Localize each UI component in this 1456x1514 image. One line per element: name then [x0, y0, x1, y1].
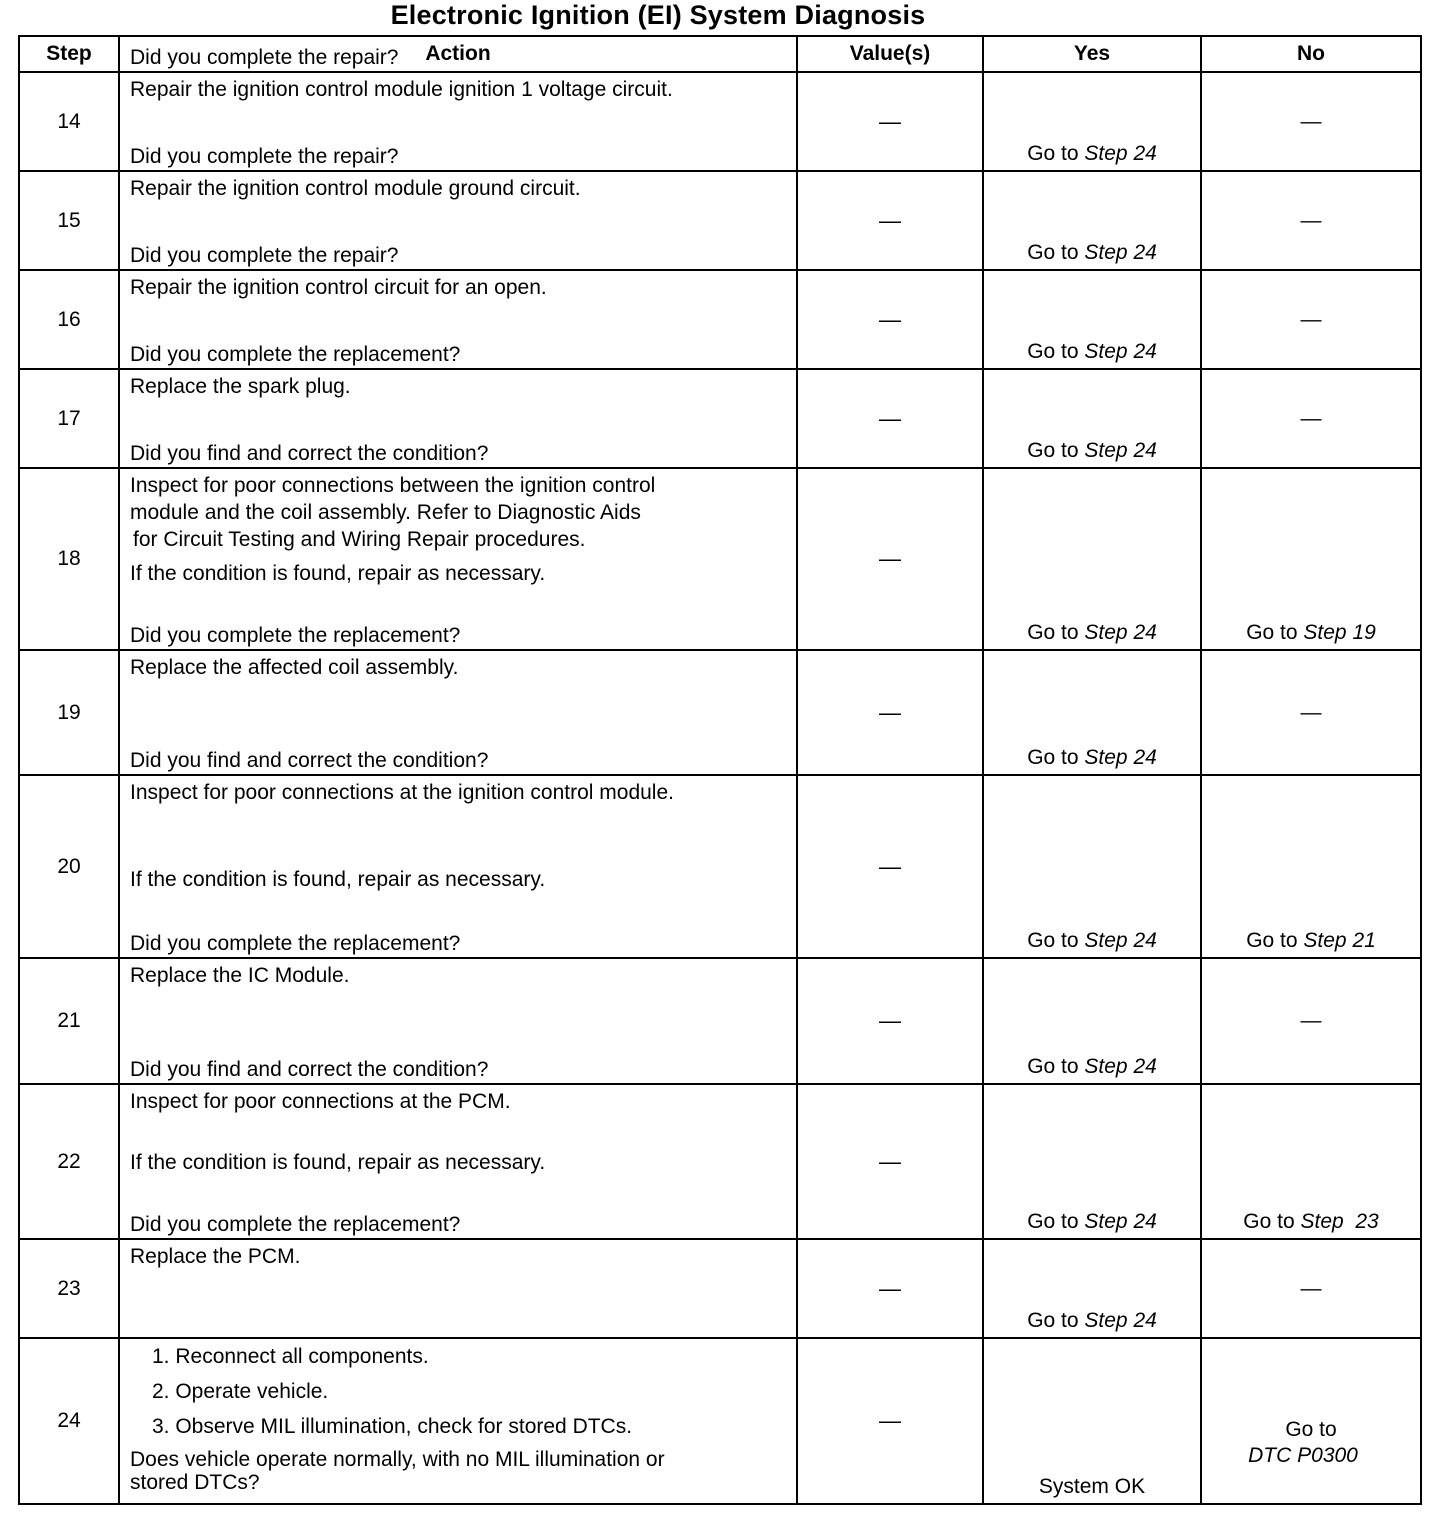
no-cell: [1201, 468, 1421, 650]
no-value: —: [1300, 208, 1322, 232]
yes-step-link[interactable]: Step 24: [1084, 1055, 1157, 1078]
no-value: —: [1300, 109, 1322, 133]
no-prefix: Go to: [1285, 1418, 1337, 1441]
yes-step-link[interactable]: Step 24: [1084, 929, 1157, 952]
yes-step-link[interactable]: Step 24: [1084, 340, 1157, 363]
yes-step-link[interactable]: Step 24: [1084, 1210, 1157, 1233]
action-question: Did you find and correct the condition?: [130, 1058, 489, 1081]
action-text: for Circuit Testing and Wiring Repair procedures.: [133, 528, 586, 551]
action-text: Replace the spark plug.: [130, 375, 351, 398]
no-prefix: Go to: [1246, 929, 1298, 952]
yes-cell: [983, 270, 1201, 369]
table-row: [19, 1239, 1421, 1338]
table-row: [19, 775, 1421, 958]
value-cell: —: [797, 650, 983, 775]
diagnosis-table: [18, 35, 1422, 1505]
action-question: Did you complete the replacement?: [130, 932, 461, 955]
value-cell: —: [797, 171, 983, 270]
yes-cell: [983, 775, 1201, 958]
no-cell: [1201, 171, 1421, 270]
no-prefix: Go to: [1243, 1210, 1295, 1233]
header-no: No: [1201, 36, 1421, 72]
value-cell: —: [797, 468, 983, 650]
header-step: Step: [19, 36, 119, 72]
yes-result: System OK: [1038, 1475, 1146, 1498]
yes-prefix: Go to: [1027, 1055, 1079, 1078]
step-number: 20: [19, 775, 119, 958]
yes-step-link[interactable]: Step 24: [1084, 142, 1157, 165]
action-text: Replace the PCM.: [130, 1245, 301, 1268]
yes-cell: [983, 1338, 1201, 1504]
yes-prefix: Go to: [1027, 439, 1079, 462]
no-cell: [1201, 369, 1421, 468]
action-list: [130, 1343, 790, 1494]
no-cell: [1201, 1338, 1421, 1504]
yes-step-link[interactable]: Step 24: [1084, 1309, 1157, 1332]
table-row: [19, 1338, 1421, 1504]
step-number: 24: [19, 1338, 119, 1504]
value-cell: —: [797, 775, 983, 958]
no-value: —: [1300, 1009, 1322, 1032]
step-number: 16: [19, 270, 119, 369]
yes-cell: [983, 650, 1201, 775]
action-text: Inspect for poor connections at the ignition control module.: [130, 781, 674, 804]
no-value: —: [1300, 406, 1322, 430]
value-cell: —: [797, 270, 983, 369]
no-value: —: [1300, 307, 1322, 331]
yes-prefix: Go to: [1027, 340, 1079, 363]
header-yes: Yes: [983, 36, 1201, 72]
value-cell: —: [797, 958, 983, 1084]
yes-prefix: Go to: [1027, 929, 1079, 952]
yes-cell: [983, 1084, 1201, 1239]
header-values: Value(s): [797, 36, 983, 72]
action-text: If the condition is found, repair as necessary.: [130, 562, 546, 585]
step-number: 23: [19, 1239, 119, 1338]
action-question: Did you find and correct the condition?: [130, 749, 489, 772]
yes-step-link[interactable]: Step 24: [1084, 439, 1157, 462]
yes-cell: [983, 1239, 1201, 1338]
table-row: [19, 468, 1421, 650]
action-question: Did you complete the replacement?: [130, 624, 461, 647]
step-number: 19: [19, 650, 119, 775]
action-text: Inspect for poor connections between the ignition control: [130, 474, 656, 497]
yes-prefix: Go to: [1027, 1309, 1079, 1332]
action-cell: [119, 442, 797, 650]
no-cell: [1201, 72, 1421, 171]
step-number: 17: [19, 369, 119, 468]
action-question: Did you complete the replacement?: [130, 343, 461, 366]
action-question: Did you complete the repair?: [130, 46, 399, 69]
no-cell: [1201, 270, 1421, 369]
action-question: stored DTCs?: [130, 1471, 260, 1494]
no-value: —: [1300, 700, 1322, 724]
list-item: 2. Operate vehicle.: [152, 1380, 329, 1403]
yes-prefix: Go to: [1027, 1210, 1079, 1233]
no-step-link[interactable]: Step 21: [1303, 929, 1376, 952]
no-step-link[interactable]: Step 23: [1300, 1210, 1379, 1233]
action-text: module and the coil assembly. Refer to Diagnostic Aids: [130, 501, 641, 524]
no-cell: [1201, 775, 1421, 958]
step-number: 14: [19, 72, 119, 171]
yes-prefix: Go to: [1027, 142, 1079, 165]
no-prefix: Go to: [1246, 621, 1298, 644]
action-question: Did you complete the replacement?: [130, 1213, 461, 1236]
action-question: Did you complete the repair?: [130, 145, 399, 168]
action-text: Replace the affected coil assembly.: [130, 656, 459, 679]
list-item: 3. Observe MIL illumination, check for stored DTCs.: [152, 1415, 633, 1438]
yes-prefix: Go to: [1027, 746, 1079, 769]
action-cell: [119, 1213, 797, 1338]
yes-step-link[interactable]: Step 24: [1084, 746, 1157, 769]
action-cell: [119, 749, 797, 958]
list-item: 1. Reconnect all components.: [152, 1345, 429, 1368]
action-text: If the condition is found, repair as necessary.: [130, 1151, 546, 1174]
value-cell: —: [797, 1338, 983, 1504]
action-text: Repair the ignition control circuit for an open.: [130, 276, 547, 299]
action-text: If the condition is found, repair as necessary.: [130, 868, 546, 891]
value-cell: —: [797, 1084, 983, 1239]
action-question: Did you complete the repair?: [130, 244, 399, 267]
no-value: —: [1300, 1276, 1322, 1300]
step-number: 15: [19, 171, 119, 270]
value-cell: —: [797, 1239, 983, 1338]
action-text: Replace the IC Module.: [130, 964, 350, 987]
no-dtc-link[interactable]: DTC P0300: [1248, 1444, 1358, 1467]
yes-cell: [983, 171, 1201, 270]
step-number: 22: [19, 1084, 119, 1239]
step-number: 21: [19, 958, 119, 1084]
action-cell: [119, 1338, 797, 1504]
yes-step-link[interactable]: Step 24: [1084, 241, 1157, 264]
value-cell: —: [797, 369, 983, 468]
value-cell: —: [797, 72, 983, 171]
no-cell: [1201, 1239, 1421, 1338]
no-cell: [1201, 1084, 1421, 1239]
action-text: Repair the ignition control module ignition 1 voltage circuit.: [130, 78, 673, 101]
yes-cell: [983, 369, 1201, 468]
action-text: Repair the ignition control module ground circuit.: [130, 177, 581, 200]
action-question: Did you find and correct the condition?: [130, 442, 489, 465]
yes-prefix: Go to: [1027, 241, 1079, 264]
no-cell: [1201, 958, 1421, 1084]
header-action: Action: [119, 36, 797, 72]
no-cell: [1201, 650, 1421, 775]
page-title: Electronic Ignition (EI) System Diagnosis: [390, 0, 926, 30]
yes-cell: [983, 958, 1201, 1084]
no-step-link[interactable]: Step 19: [1303, 621, 1376, 644]
action-question: Does vehicle operate normally, with no MIL illumination or: [130, 1448, 665, 1471]
yes-step-link[interactable]: Step 24: [1084, 621, 1157, 644]
step-number: 18: [19, 468, 119, 650]
yes-prefix: Go to: [1027, 621, 1079, 644]
yes-cell: [983, 72, 1201, 171]
yes-cell: [983, 468, 1201, 650]
action-text: Inspect for poor connections at the PCM.: [130, 1090, 511, 1113]
